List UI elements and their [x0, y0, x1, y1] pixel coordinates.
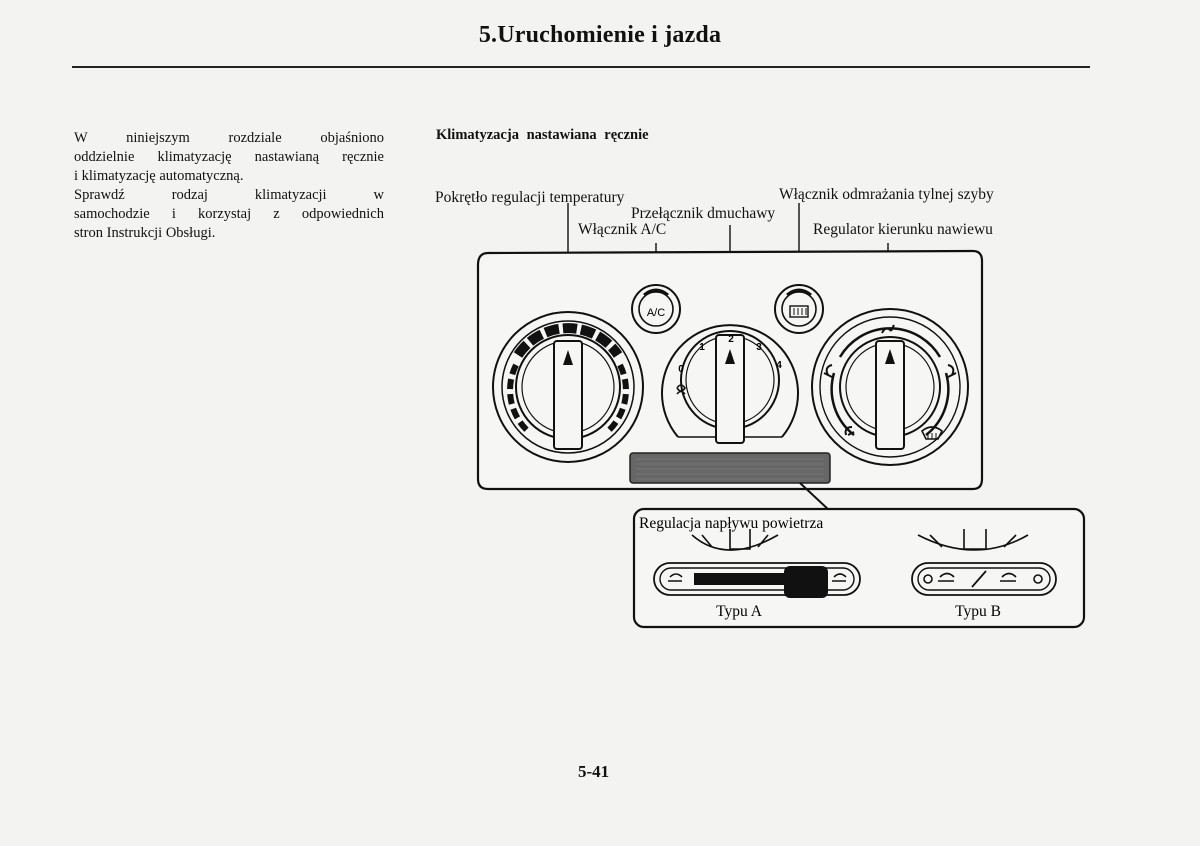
slider-track — [694, 573, 794, 585]
climate-control-diagram — [470, 195, 1001, 635]
label-airflow-mode: Regulator kierunku nawiewu — [813, 221, 993, 238]
rear-defrost-button[interactable] — [775, 285, 823, 333]
label-ac-switch: Włącznik A/C — [578, 221, 667, 238]
label-type-a: Typu A — [716, 603, 762, 620]
svg-text:1: 1 — [699, 342, 705, 353]
intro-line: stron Instrukcji Obsługi. — [74, 225, 216, 241]
svg-text:2: 2 — [728, 334, 734, 345]
slider-knob[interactable] — [784, 566, 828, 598]
intro-line: i klimatyzację automatyczną. — [74, 168, 244, 184]
label-temperature-knob: Pokrętło regulacji temperatury — [435, 189, 625, 206]
label-blower-switch: Przełącznik dmuchawy — [631, 205, 776, 222]
label-rear-defrost: Włącznik odmrażania tylnej szyby — [779, 186, 994, 203]
ac-button[interactable] — [632, 285, 680, 333]
svg-text:0: 0 — [678, 364, 684, 375]
intro-line: samochodzie i korzystaj z odpowiednich — [74, 206, 384, 222]
svg-text:3: 3 — [756, 342, 762, 353]
intro-line: Sprawdź rodzaj klimatyzacji w — [74, 187, 384, 203]
air-intake-slider-slot[interactable] — [630, 453, 830, 483]
header-rule — [72, 66, 1090, 68]
intro-paragraph — [74, 129, 384, 243]
intro-line: oddzielnie klimatyzację nastawianą ręcznie — [74, 149, 384, 165]
ac-button-text: A/C — [646, 307, 666, 319]
intro-line: W niniejszym rozdziale objaśniono — [74, 130, 384, 146]
label-type-b: Typu B — [955, 603, 1001, 620]
svg-text:4: 4 — [776, 360, 782, 371]
label-air-intake: Regulacja napływu powietrza — [639, 515, 824, 532]
section-heading: Klimatyzacja nastawiana ręcznie — [436, 127, 649, 143]
temperature-knob[interactable] — [493, 312, 643, 462]
page-title: 5.Uruchomienie i jazda — [478, 22, 722, 48]
page-number: 5-41 — [578, 762, 610, 781]
